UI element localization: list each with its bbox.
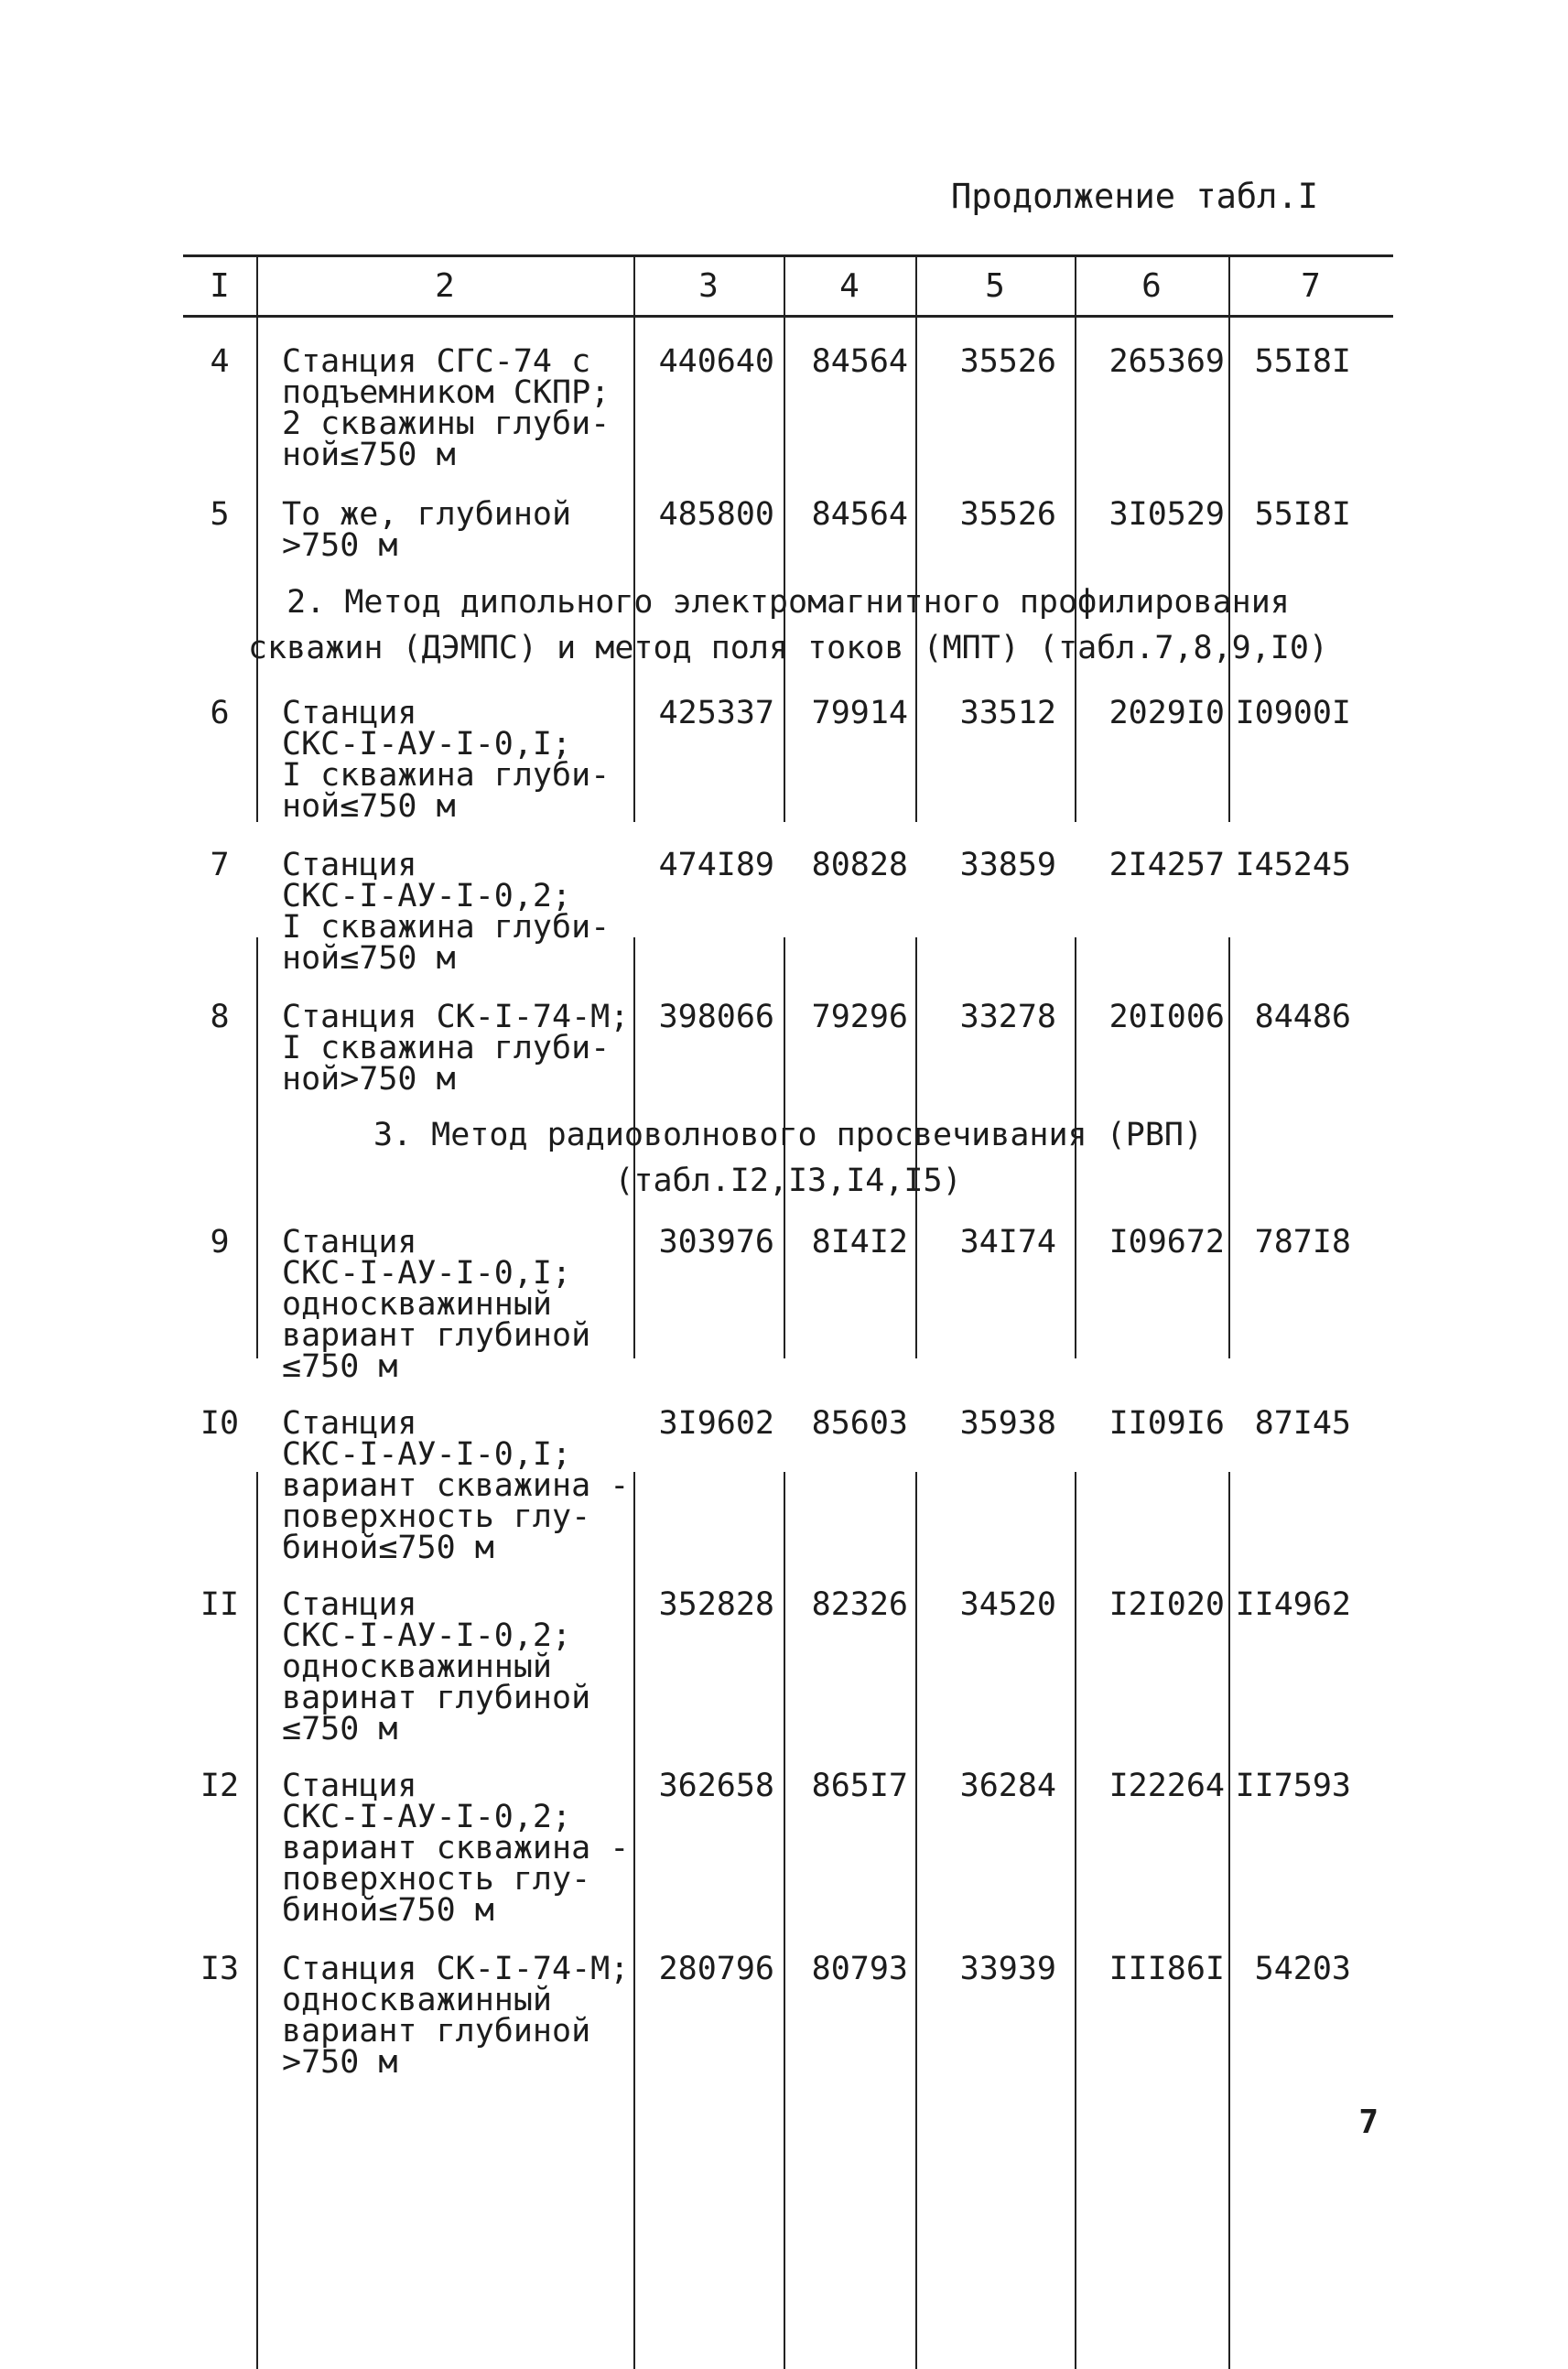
row-description: Станция СКС-I-АУ-I-0,2; I скважина глуби- ной≤750 м	[282, 847, 611, 977]
value-col3: 398066	[658, 999, 774, 1035]
value-col5: 33859	[959, 847, 1056, 883]
column-header: 2	[435, 267, 455, 305]
value-col3: 280796	[658, 1951, 774, 1987]
column-header: 4	[839, 267, 860, 305]
value-col3: 425337	[658, 695, 774, 731]
section-heading	[183, 579, 1393, 671]
value-col6: I09672	[1108, 1224, 1225, 1260]
value-col4: 84564	[811, 496, 908, 533]
value-col5: 36284	[959, 1768, 1056, 1804]
row-description: Станция СК-I-74-М; односкважинный вариант глубиной >750 м	[282, 1951, 630, 2081]
row-number: 8	[210, 999, 230, 1035]
section-heading	[183, 1112, 1393, 1204]
value-col7: 87I45	[1254, 1405, 1351, 1442]
column-divider	[1075, 315, 1076, 822]
table-top-rule	[183, 254, 1393, 257]
column-header: 3	[698, 267, 719, 305]
value-col4: 79296	[811, 999, 908, 1035]
value-col6: I2I020	[1108, 1586, 1225, 1623]
value-col4: 82326	[811, 1586, 908, 1623]
value-col7: I45245	[1235, 847, 1351, 883]
value-col6: 3I0529	[1108, 496, 1225, 533]
value-col3: 440640	[658, 343, 774, 380]
row-description: Станция СКС-I-АУ-I-0,I; вариант скважина - поверхность глу- биной≤750 м	[282, 1405, 630, 1566]
row-description: Станция СКС-I-АУ-I-0,2; вариант скважина - поверхность глу- биной≤750 м	[282, 1768, 630, 1929]
value-col5: 34520	[959, 1586, 1056, 1623]
value-col3: 352828	[658, 1586, 774, 1623]
value-col6: 265369	[1108, 343, 1225, 380]
value-col6: I22264	[1108, 1768, 1225, 1804]
row-description: Станция СК-I-74-М; I скважина глуби- ной>750 м	[282, 999, 630, 1098]
row-description: Станция СКС-I-АУ-I-0,2; односкважинный варинат глубиной ≤750 м	[282, 1586, 591, 1747]
value-col5: 35938	[959, 1405, 1056, 1442]
value-col3: 3I9602	[658, 1405, 774, 1442]
section-heading-line: (табл.I2,I3,I4,I5)	[614, 1163, 962, 1199]
row-number: I0	[200, 1405, 240, 1442]
value-col5: 33278	[959, 999, 1056, 1035]
cost-table	[183, 254, 1393, 2113]
value-col4: 80793	[811, 1951, 908, 1987]
column-divider	[1228, 315, 1230, 822]
column-divider	[1075, 1472, 1076, 2369]
value-col3: 303976	[658, 1224, 774, 1260]
value-col5: 34I74	[959, 1224, 1056, 1260]
row-description: Станция СКС-I-АУ-I-0,I; I скважина глуби- ной≤750 м	[282, 695, 611, 825]
column-divider	[915, 315, 917, 822]
row-number: 6	[210, 695, 230, 731]
column-divider	[1228, 1472, 1230, 2369]
value-col3: 485800	[658, 496, 774, 533]
value-col4: 80828	[811, 847, 908, 883]
value-col7: 55I8I	[1254, 343, 1351, 380]
value-col4: 84564	[811, 343, 908, 380]
header-bottom-rule	[183, 315, 1393, 318]
row-description: Станция СГС-74 с подъемником СКПР; 2 скважины глуби- ной≤750 м	[282, 343, 611, 473]
value-col7: 787I8	[1254, 1224, 1351, 1260]
row-number: 5	[210, 496, 230, 533]
value-col6: 2I4257	[1108, 847, 1225, 883]
value-col5: 35526	[959, 496, 1056, 533]
row-number: 4	[210, 343, 230, 380]
row-number: I3	[200, 1951, 240, 1987]
column-divider	[915, 1472, 917, 2369]
value-col6: 2029I0	[1108, 695, 1225, 731]
value-col5: 35526	[959, 343, 1056, 380]
value-col7: II7593	[1235, 1768, 1351, 1804]
row-number: 9	[210, 1224, 230, 1260]
value-col7: 54203	[1254, 1951, 1351, 1987]
value-col4: 79914	[811, 695, 908, 731]
section-heading-line: 2. Метод дипольного электромагнитного профилирования	[287, 584, 1290, 621]
value-col4: 8I4I2	[811, 1224, 908, 1260]
column-divider	[256, 1472, 258, 2369]
value-col7: 55I8I	[1254, 496, 1351, 533]
value-col3: 362658	[658, 1768, 774, 1804]
section-heading-line: скважин (ДЭМПС) и метод поля токов (МПТ) (табл.7,8,9,I0)	[247, 630, 1329, 666]
value-col5: 33512	[959, 695, 1056, 731]
row-number: I2	[200, 1768, 240, 1804]
table-continuation-label: Продолжение табл.I	[951, 177, 1318, 216]
value-col4: 865I7	[811, 1768, 908, 1804]
value-col7: I0900I	[1235, 695, 1351, 731]
value-col5: 33939	[959, 1951, 1056, 1987]
page-number: 7	[1358, 2104, 1379, 2141]
row-number: 7	[210, 847, 230, 883]
column-header: I	[210, 267, 230, 305]
value-col6: 20I006	[1108, 999, 1225, 1035]
value-col7: II4962	[1235, 1586, 1351, 1623]
value-col6: III86I	[1108, 1951, 1225, 1987]
value-col7: 84486	[1254, 999, 1351, 1035]
column-header: 5	[985, 267, 1005, 305]
value-col6: II09I6	[1108, 1405, 1225, 1442]
value-col3: 474I89	[658, 847, 774, 883]
section-heading-line: 3. Метод радиоволнового просвечивания (РВП)	[373, 1117, 1204, 1153]
column-header: 7	[1301, 267, 1321, 305]
column-header: 6	[1141, 267, 1162, 305]
row-description: То же, глубиной >750 м	[282, 496, 572, 564]
row-description: Станция СКС-I-АУ-I-0,I; односкважинный вариант глубиной ≤750 м	[282, 1224, 591, 1385]
value-col4: 85603	[811, 1405, 908, 1442]
column-divider	[256, 315, 258, 822]
row-number: II	[200, 1586, 240, 1623]
